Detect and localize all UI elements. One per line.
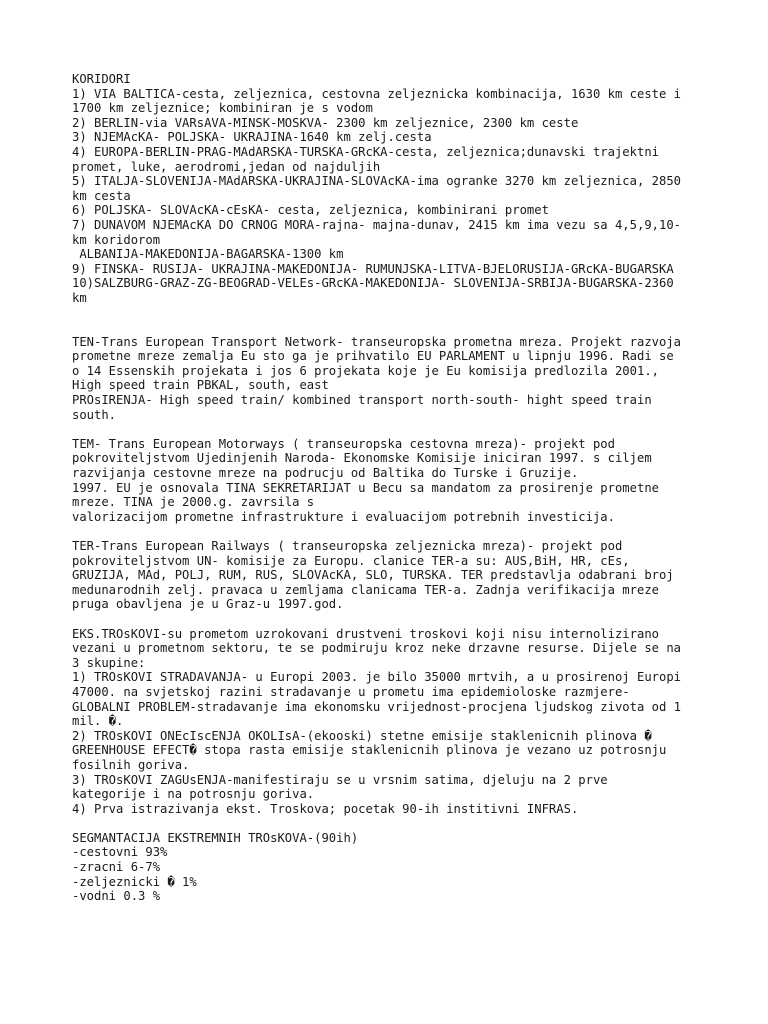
koridori-line: 3) NJEMAcKA- POLJSKA- UKRAJINA-1640 km zelj.cesta (72, 130, 432, 145)
tem-line: valorizacijom prometne infrastrukture i evaluacijom potrebnih investicija. (72, 509, 615, 524)
ter-line: TER-Trans European Railways ( transeuropska zeljeznicka mreza)- projekt pod (72, 539, 623, 553)
segmentacija-line: -vodni 0.3 % (72, 889, 161, 904)
eks-line: 3 skupine: (72, 655, 146, 670)
document-page (72, 72, 702, 904)
eks-line: 3) TROsKOVI ZAGUsENJA-manifestiraju se u vrsnim satima, djeluju na 2 prve (72, 772, 608, 787)
koridori-heading: KORIDORI (72, 72, 131, 86)
koridori-section (72, 72, 702, 306)
ten-line: south. (72, 407, 117, 422)
eks-line: 1) TROsKOVI STRADAVANJA- u Europi 2003. je bilo 35000 mrtvih, a u prosirenoj Europi (72, 670, 682, 685)
eks-line: GLOBALNI PROBLEM-stradavanje ima ekonomsku vrijednost-procjena ljudskog zivota od 1 (72, 699, 682, 714)
koridori-line: 7) DUNAVOM NJEMAcKA DO CRNOG MORA-rajna- majna-dunav, 2415 km ima vezu sa 4,5,9,10- (72, 217, 682, 232)
ten-line: High speed train PBKAL, south, east (72, 378, 329, 393)
tem-line: pokroviteljstvom Ujedinjenih Naroda- Ekonomske Komisije iniciran 1997. s ciljem (72, 451, 652, 466)
eks-line: kategorije i na potrosnju goriva. (72, 787, 315, 802)
koridori-line: 5) ITALJA-SLOVENIJA-MAdARSKA-UKRAJINA-SLOVAcKA-ima ogranke 3270 km zeljeznica, 2850 (72, 174, 682, 189)
eks-line: 47000. na svjetskoj razini stradavanje u prometu ima epidemioloske razmjere- (72, 684, 630, 699)
section-spacer (72, 422, 702, 437)
eks-line: GREENHOUSE EFECT� stopa rasta emisije staklenicnih plinova je vezano uz potrosnju (72, 743, 667, 758)
eks-line: vezani u prometnom sektoru, te se podmiruju kroz neke drzavne resurse. Dijele se na (72, 641, 682, 656)
koridori-line: 1) VIA BALTICA-cesta, zeljeznica, cestovna zeljeznicka kombinacija, 1630 km ceste i (72, 86, 682, 101)
koridori-line: 4) EUROPA-BERLIN-PRAG-MAdARSKA-TURSKA-GRcKA-cesta, zeljeznica;dunavski trajektni (72, 144, 659, 159)
segmentacija-line: -zracni 6-7% (72, 860, 161, 875)
section-spacer (72, 612, 702, 627)
tem-line: TEM- Trans European Motorways ( transeuropska cestovna mreza)- projekt pod (72, 436, 615, 451)
tem-section (72, 437, 702, 525)
ter-line: medunarodnih zelj. pravaca u zemljama clanicama TER-a. Zadnja verifikacija mreze (72, 582, 659, 597)
eks-line: mil. �. (72, 714, 124, 729)
eks-section (72, 627, 702, 817)
ter-line: GRUZIJA, MAd, POLJ, RUM, RUS, SLOVAcKA, SLO, TURSKA. TER predstavlja odabrani broj (72, 568, 674, 583)
section-spacer (72, 816, 702, 831)
eks-line: EKS.TROsKOVI-su prometom uzrokovani drustveni troskovi koji nisu internolizirano (72, 626, 659, 641)
ter-section (72, 539, 702, 612)
section-spacer (72, 524, 702, 539)
segmentacija-line: SEGMANTACIJA EKSTREMNIH TROsKOVA-(90ih) (72, 830, 359, 845)
segmentacija-section (72, 831, 702, 904)
ter-line: pruga obavljena je u Graz-u 1997.god. (72, 597, 344, 612)
koridori-line: 2) BERLIN-via VARsAVA-MINSK-MOSKVA- 2300 km zeljeznice, 2300 km ceste (72, 115, 579, 130)
koridori-line: km (72, 290, 87, 305)
eks-line: 4) Prva istrazivanja ekst. Troskova; pocetak 90-ih institivni INFRAS. (72, 801, 579, 816)
section-spacer (72, 306, 702, 335)
koridori-line: ALBANIJA-MAKEDONIJA-BAGARSKA-1300 km (72, 247, 344, 262)
ten-line: PROsIRENJA- High speed train/ kombined transport north-south- hight speed train (72, 393, 652, 408)
koridori-line: 10)SALZBURG-GRAZ-ZG-BEOGRAD-VELEs-GRcKA-MAKEDONIJA- SLOVENIJA-SRBIJA-BUGARSKA-2360 (72, 276, 674, 291)
tem-line: mreze. TINA je 2000.g. zavrsila s (72, 495, 315, 510)
eks-line: fosilnih goriva. (72, 757, 190, 772)
koridori-line: km koridorom (72, 232, 161, 247)
segmentacija-line: -cestovni 93% (72, 845, 168, 860)
koridori-line: 1700 km zeljeznice; kombiniran je s vodom (72, 101, 373, 116)
koridori-line: 6) POLJSKA- SLOVAcKA-cEsKA- cesta, zeljeznica, kombinirani promet (72, 203, 549, 218)
ten-line: TEN-Trans European Transport Network- transeuropska prometna mreza. Projekt razvoja (72, 334, 682, 349)
tem-line: razvijanja cestovne mreze na podrucju od Baltika do Turske i Gruzije. (72, 466, 579, 481)
segmentacija-line: -zeljeznicki � 1% (72, 874, 197, 889)
ten-line: o 14 Essenskih projekata i jos 6 projekata koje je Eu komisija predlozila 2001., (72, 363, 659, 378)
koridori-line: promet, luke, aerodromi,jedan od najduljih (72, 159, 381, 174)
ter-line: pokroviteljstvom UN- komisije za Europu. clanice TER-a su: AUS,BiH, HR, cEs, (72, 553, 630, 568)
ten-section (72, 335, 702, 423)
ten-line: prometne mreze zemalja Eu sto ga je prihvatilo EU PARLAMENT u lipnju 1996. Radi se (72, 349, 674, 364)
koridori-line: 9) FINSKA- RUSIJA- UKRAJINA-MAKEDONIJA- RUMUNJSKA-LITVA-BJELORUSIJA-GRcKA-BUGARSKA (72, 261, 674, 276)
koridori-line: km cesta (72, 188, 131, 203)
tem-line: 1997. EU je osnovala TINA SEKRETARIJAT u Becu sa mandatom za prosirenje prometne (72, 480, 659, 495)
eks-line: 2) TROsKOVI ONEcIscENJA OKOLIsA-(ekooski) stetne emisije staklenicnih plinova � (72, 728, 652, 743)
